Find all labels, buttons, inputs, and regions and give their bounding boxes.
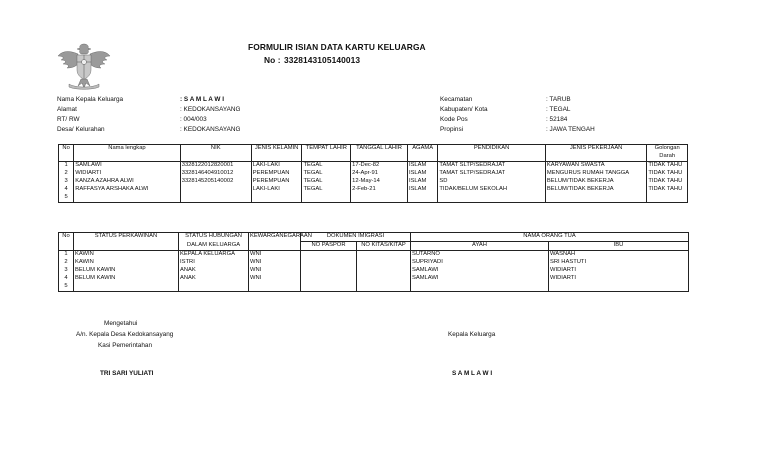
- info-label-kodepos: Kode Pos: [440, 116, 468, 123]
- head-name: S A M L A W I: [452, 370, 493, 377]
- col-ayah: AYAH: [411, 242, 549, 251]
- garuda-emblem-icon: [55, 40, 113, 92]
- col-tempat-lahir: TEMPAT LAHIR: [302, 145, 351, 154]
- col-tanggal-lahir: TANGGAL LAHIR: [351, 145, 408, 154]
- info-value-kabupaten: : TEGAL: [546, 106, 571, 113]
- table-row: 3 KANZA AZAHRA ALWI 3328145205140002 PEREMPUAN TEGAL 12-May-14 ISLAM SD BELUM/TIDAK BEKERJA TIDAK TAHU: [59, 178, 688, 186]
- info-label-desa: Desa/ Kelurahan: [57, 126, 105, 133]
- info-value-kepala: : S A M L A W I: [180, 96, 225, 103]
- info-label-kepala: Nama Kepala Keluarga: [57, 96, 124, 103]
- info-value-desa: : KEDOKANSAYANG: [180, 126, 241, 133]
- info-label-kabupaten: Kabupaten/ Kota: [440, 106, 488, 113]
- table-row: 1 KAWIN KEPALA KELUARGA WNI SUTARNO WASNAH: [59, 251, 689, 260]
- col-agama: AGAMA: [407, 145, 437, 154]
- status-parents-table: [58, 232, 689, 292]
- info-label-propinsi: Propinsi: [440, 126, 464, 133]
- info-value-propinsi: : JAWA TENGAH: [546, 126, 595, 133]
- info-label-rtrw: RT/ RW: [57, 116, 80, 123]
- col-nama: Nama lengkap: [74, 145, 181, 154]
- kepala-keluarga-label: Kepala Keluarga: [448, 331, 496, 338]
- table-row: 5: [59, 283, 689, 292]
- table1-header-row: [59, 145, 688, 154]
- info-value-kecamatan: : TARUB: [546, 96, 571, 103]
- family-members-table: [58, 144, 688, 203]
- table1-header-row-2: [59, 153, 688, 162]
- table2-header-row: [59, 233, 689, 242]
- col-darah: Darah: [647, 153, 688, 162]
- table-row: 2 WIDIARTI 3328146404910012 PEREMPUAN TEGAL 24-Apr-91 ISLAM TAMAT SLTP/SEDRAJAT MENGURUS RUMAH TANGGA TIDAK TAHU: [59, 170, 688, 178]
- table-row: 5: [59, 194, 688, 203]
- col-no: No: [59, 145, 74, 154]
- official-name: TRI SARI YULIATI: [100, 370, 154, 377]
- kepala-desa-label: A/n. Kepala Desa Kedokansayang: [76, 331, 174, 338]
- col-no-paspor: NO PASPOR: [301, 242, 357, 251]
- col-pendidikan: PENDIDIKAN: [438, 145, 546, 154]
- table-row: 2 KAWIN ISTRI WNI SUPRIYADI SRI HASTUTI: [59, 259, 689, 267]
- col-golongan: Golongan: [647, 145, 688, 154]
- col-no-2: No: [59, 233, 74, 242]
- table2-subheader-row: [59, 242, 689, 251]
- col-status-hubungan: STATUS HUBUNGAN: [179, 233, 249, 242]
- kk-number-label: No :: [264, 55, 281, 65]
- info-value-alamat: : KEDOKANSAYANG: [180, 106, 241, 113]
- col-no-kitas: NO KITAS/KITAP: [357, 242, 411, 251]
- col-kewarganegaraan: KEWARGANEGARAAN: [249, 233, 301, 242]
- info-label-kecamatan: Kecamatan: [440, 96, 473, 103]
- info-label-alamat: Alamat: [57, 106, 77, 113]
- table-row: 4 RAFFASYA ARSHAKA ALWI LAKI-LAKI TEGAL 2-Feb-21 ISLAM TIDAK/BELUM SEKOLAH BELUM/TIDAK BEKERJA TIDAK TAHU: [59, 186, 688, 194]
- info-value-rtrw: : 004/003: [180, 116, 207, 123]
- col-pekerjaan: JENIS PEKERJAAN: [545, 145, 646, 154]
- col-status-perkawinan: STATUS PERKAWINAN: [74, 233, 179, 242]
- info-value-kodepos: : 52184: [546, 116, 568, 123]
- kasi-pemerintahan-label: Kasi Pemerintahan: [98, 342, 152, 349]
- col-nik: NIK: [180, 145, 251, 154]
- form-title: FORMULIR ISIAN DATA KARTU KELUARGA: [248, 42, 426, 52]
- mengetahui-label: Mengetahui: [104, 320, 138, 327]
- col-jenis-kelamin: JENIS KELAMIN: [251, 145, 302, 154]
- table-row: 1 SAMLAWI 3328122012820001 LAKI-LAKI TEGAL 17-Dec-82 ISLAM TAMAT SLTP/SEDRAJAT KARYAWAN SWASTA TIDAK TAHU: [59, 162, 688, 171]
- col-nama-orang-tua: NAMA ORANG TUA: [411, 233, 689, 242]
- kk-number: 3328143105140013: [284, 55, 361, 65]
- col-dokumen-imigrasi: DOKUMEN IMIGRASI: [301, 233, 411, 242]
- table-row: 4 BELUM KAWIN ANAK WNI SAMLAWI WIDIARTI: [59, 275, 689, 283]
- table-row: 3 BELUM KAWIN ANAK WNI SAMLAWI WIDIARTI: [59, 267, 689, 275]
- col-dalam-keluarga: DALAM KELUARGA: [179, 242, 249, 251]
- col-ibu: IBU: [549, 242, 689, 251]
